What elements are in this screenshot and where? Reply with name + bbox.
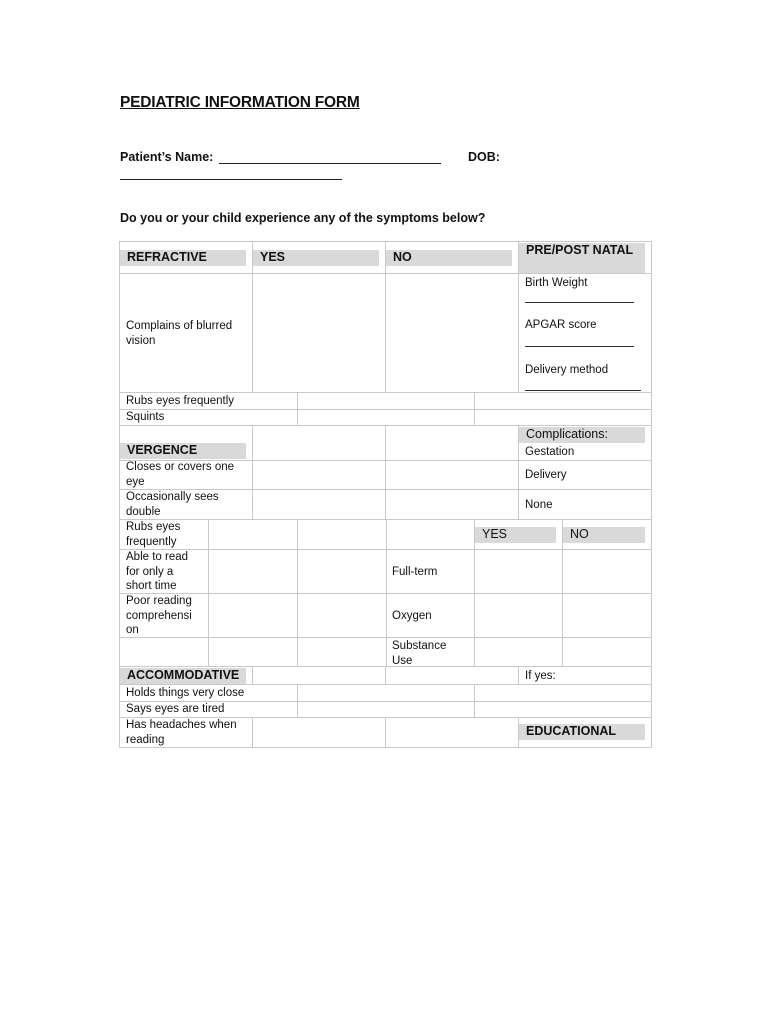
symptom-label: Rubs eyes frequently bbox=[126, 395, 235, 407]
complications-label: Complications: bbox=[519, 427, 645, 443]
no-checkbox-cell[interactable] bbox=[297, 593, 387, 638]
no-checkbox-cell[interactable] bbox=[474, 392, 652, 410]
no-checkbox-cell[interactable] bbox=[474, 409, 652, 426]
symptom-label: Poor reading comprehensi on bbox=[126, 595, 192, 636]
no-checkbox-cell[interactable] bbox=[474, 701, 652, 718]
yes-checkbox-cell[interactable] bbox=[252, 460, 386, 490]
refractive-header: REFRACTIVE bbox=[120, 250, 246, 266]
gestation-label: Gestation bbox=[525, 446, 575, 458]
delivery-method-field[interactable] bbox=[525, 390, 641, 391]
birth-weight-field[interactable] bbox=[525, 302, 634, 303]
birth-weight-label: Birth Weight bbox=[525, 277, 588, 289]
yes-checkbox-cell[interactable] bbox=[474, 549, 563, 594]
dob-field[interactable] bbox=[120, 179, 342, 180]
yes-checkbox-cell[interactable] bbox=[297, 409, 475, 426]
apgar-label: APGAR score bbox=[525, 319, 597, 331]
no-checkbox-cell[interactable] bbox=[385, 273, 519, 393]
symptom-label: Rubs eyes frequently bbox=[126, 521, 181, 548]
patient-name-field[interactable] bbox=[219, 163, 441, 164]
yes-checkbox-cell[interactable] bbox=[208, 549, 298, 594]
no-checkbox-cell[interactable] bbox=[385, 460, 519, 490]
no-checkbox-cell[interactable] bbox=[474, 684, 652, 702]
table-cell bbox=[252, 425, 386, 461]
yes-checkbox-cell[interactable] bbox=[208, 593, 298, 638]
table-cell bbox=[252, 666, 386, 685]
no-header: NO bbox=[386, 250, 512, 266]
substance-use-label: Substance Use bbox=[392, 640, 447, 667]
accommodative-header: ACCOMMODATIVE bbox=[120, 668, 246, 684]
symptom-label: Squints bbox=[126, 411, 165, 423]
table-cell bbox=[385, 666, 519, 685]
symptom-label: Has headaches when reading bbox=[126, 719, 237, 746]
full-term-label: Full-term bbox=[392, 566, 438, 578]
prepost-natal-header: PRE/POST NATAL bbox=[519, 243, 645, 274]
delivery-label: Delivery bbox=[525, 469, 567, 481]
yes-checkbox-cell[interactable] bbox=[474, 593, 563, 638]
symptom-label: Complains of blurred vision bbox=[126, 320, 233, 347]
symptom-label: Says eyes are tired bbox=[126, 703, 225, 715]
no-checkbox-cell[interactable] bbox=[562, 549, 652, 594]
if-yes-label: If yes: bbox=[525, 670, 556, 682]
yes-checkbox-cell[interactable] bbox=[252, 717, 386, 748]
yes-checkbox-cell[interactable] bbox=[252, 273, 386, 393]
yes-header: YES bbox=[253, 250, 379, 266]
symptoms-question: Do you or your child experience any of the symptoms below? bbox=[120, 211, 486, 225]
none-label: None bbox=[525, 499, 553, 511]
patient-name-label: Patient’s Name: bbox=[120, 150, 214, 164]
yes-checkbox-cell[interactable] bbox=[208, 519, 298, 550]
symptom-label: Occasionally sees double bbox=[126, 491, 219, 518]
no-checkbox-cell[interactable] bbox=[562, 637, 652, 667]
no-checkbox-cell[interactable] bbox=[385, 717, 519, 748]
table-cell bbox=[386, 519, 475, 550]
no-checkbox-cell[interactable] bbox=[385, 489, 519, 520]
table-cell bbox=[385, 425, 519, 461]
no-checkbox-cell[interactable] bbox=[297, 519, 387, 550]
yes-checkbox-cell[interactable] bbox=[252, 489, 386, 520]
educational-header: EDUCATIONAL bbox=[519, 724, 645, 740]
no-checkbox-cell[interactable] bbox=[297, 549, 387, 594]
no-header: NO bbox=[563, 527, 645, 543]
delivery-method-label: Delivery method bbox=[525, 364, 609, 376]
yes-checkbox-cell[interactable] bbox=[474, 637, 563, 667]
vergence-header: VERGENCE bbox=[120, 443, 246, 459]
form-title: PEDIATRIC INFORMATION FORM bbox=[120, 94, 360, 111]
symptom-label: Able to read for only a short time bbox=[126, 551, 189, 592]
symptom-label: Closes or covers one eye bbox=[126, 461, 235, 488]
dob-label: DOB: bbox=[468, 150, 500, 164]
table-cell bbox=[119, 637, 209, 667]
table-cell bbox=[208, 637, 298, 667]
yes-header: YES bbox=[475, 527, 556, 543]
no-checkbox-cell[interactable] bbox=[562, 593, 652, 638]
apgar-field[interactable] bbox=[525, 346, 634, 347]
symptom-label: Holds things very close bbox=[126, 687, 245, 699]
yes-checkbox-cell[interactable] bbox=[297, 701, 475, 718]
yes-checkbox-cell[interactable] bbox=[297, 684, 475, 702]
table-cell bbox=[297, 637, 387, 667]
oxygen-label: Oxygen bbox=[392, 610, 432, 622]
yes-checkbox-cell[interactable] bbox=[297, 392, 475, 410]
